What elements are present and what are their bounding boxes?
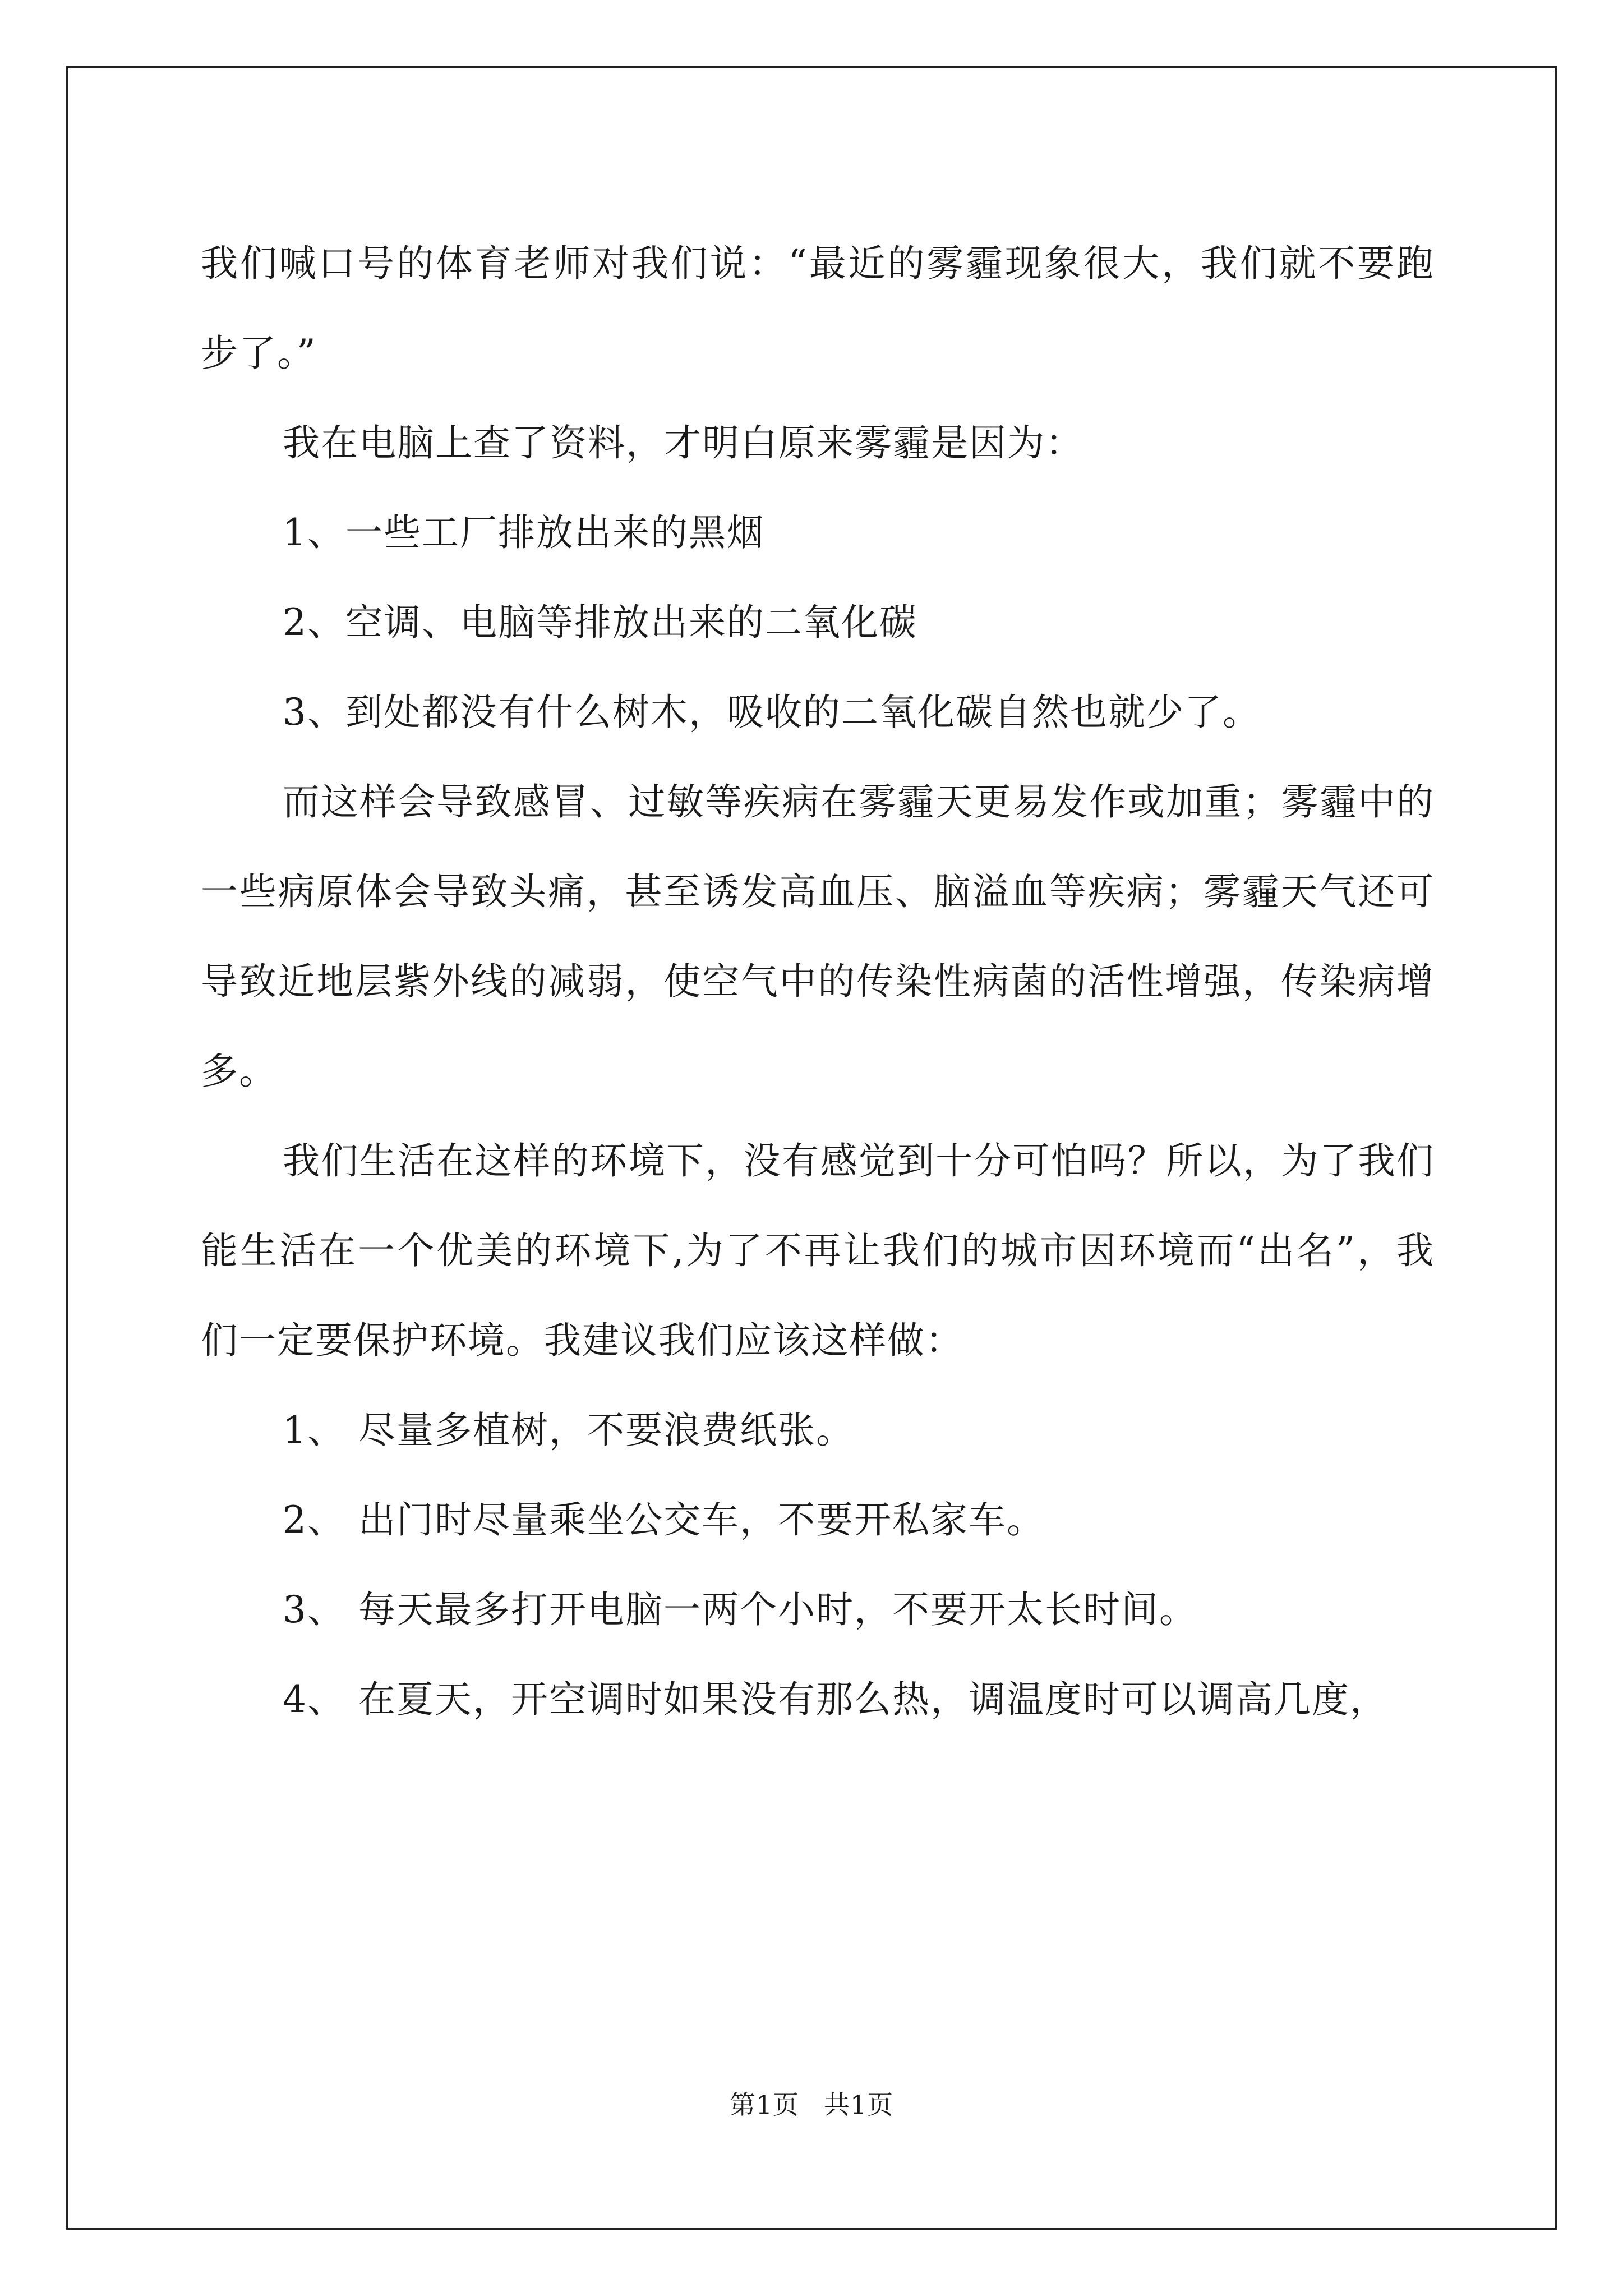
- page-number-current: 第1页: [729, 2090, 799, 2120]
- cause-item-2: 2、空调、电脑等排放出来的二氧化碳: [283, 601, 917, 644]
- suggestion-number: 1、: [283, 1409, 345, 1452]
- suggestion-text: 出门时尽量乘坐公交车，不要开私家车。: [358, 1498, 1045, 1542]
- suggestion-item-2: [201, 1475, 1435, 1565]
- suggestion-number: 3、: [283, 1588, 345, 1631]
- cause-item-3: 3、到处都没有什么树木，吸收的二氧化碳自然也就少了。: [283, 691, 1261, 734]
- suggestion-text: 在夏天，开空调时如果没有那么热，调温度时可以调高几度，: [358, 1678, 1388, 1721]
- paragraph-protect-environment: 我们生活在这样的环境下，没有感觉到十分可怕吗？所以，为了我们能生活在一个优美的环境下,为了不再让我们的城市因环境而“出名”，我们一定要保护环境。我建议我们应该这样做：: [201, 1139, 1435, 1362]
- page-number-total: 共1页: [824, 2090, 894, 2120]
- paragraph-health-effects: 而这样会导致感冒、过敏等疾病在雾霾天更易发作或加重；雾霾中的一些病原体会导致头痛，甚至诱发高血压、脑溢血等疾病；雾霾天气还可导致近地层紫外线的减弱，使空气中的传染性病菌的活性增强，传染病增多。: [201, 780, 1435, 1093]
- page-footer: [0, 2088, 1623, 2122]
- suggestion-item-3: [201, 1565, 1435, 1655]
- document-body: [201, 219, 1435, 1745]
- suggestion-text: 尽量多植树，不要浪费纸张。: [358, 1409, 854, 1452]
- paragraph-gym-teacher: 我们喊口号的体育老师对我们说：“最近的雾霾现象很大，我们就不要跑步了。”: [201, 242, 1435, 375]
- suggestion-number: 4、: [283, 1678, 345, 1721]
- paragraph-research: 我在电脑上查了资料，才明白原来雾霾是因为：: [283, 421, 1083, 464]
- suggestion-text: 每天最多打开电脑一两个小时，不要开太长时间。: [358, 1588, 1197, 1631]
- suggestion-item-4: [201, 1655, 1435, 1745]
- suggestion-item-1: [201, 1386, 1435, 1475]
- cause-item-1: 1、一些工厂排放出来的黑烟: [283, 511, 765, 554]
- suggestion-number: 2、: [283, 1498, 345, 1542]
